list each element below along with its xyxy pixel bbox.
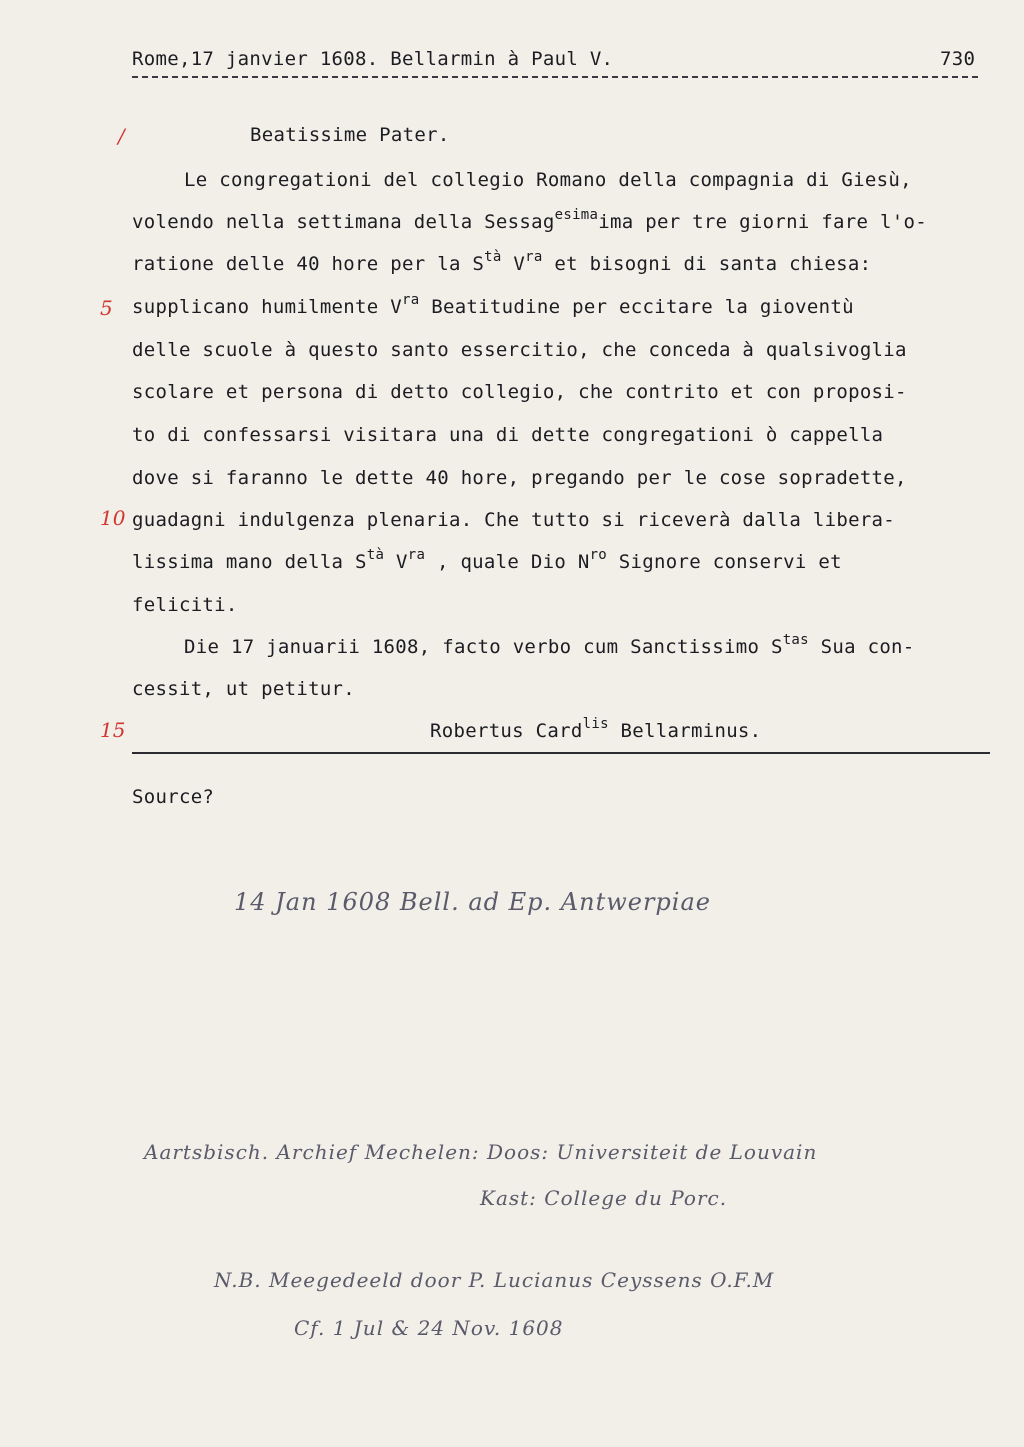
- rescript-line-2: cessit, ut petitur.: [132, 678, 356, 700]
- text-run: Signore conservi et: [618, 551, 842, 573]
- text-run: volendo nella settimana della Sessag: [132, 211, 555, 233]
- text-run: Sua con-: [820, 636, 915, 658]
- page-number: 730: [940, 48, 976, 70]
- rescript-line-1: [184, 632, 915, 658]
- letter-line-10: [132, 547, 842, 573]
- header-title: Rome,17 janvier 1608. Bellarmin à Paul V.: [132, 48, 614, 70]
- text-run: V: [513, 253, 526, 275]
- footer-divider: [132, 752, 990, 754]
- superscript: ra: [525, 249, 543, 265]
- signature: [430, 716, 762, 742]
- letter-line-11: feliciti.: [132, 594, 238, 616]
- text-run: lissima mano della S: [132, 551, 367, 573]
- superscript: tas: [782, 632, 809, 648]
- margin-number-1: /: [118, 124, 125, 148]
- text-run: et bisogni di santa chiesa:: [554, 253, 872, 275]
- letter-line-5: delle scuole à questo santo essercitio, che conceda à qualsivoglia: [132, 339, 907, 361]
- letter-line-1: Le congregationi del collegio Romano della compagnia di Giesù,: [184, 169, 912, 191]
- superscript: ro: [589, 547, 608, 563]
- text-run: Beatitudine per eccitare la gioventù: [431, 296, 854, 318]
- text-run: ratione delle 40 hore per la S: [132, 253, 485, 275]
- header-divider: [132, 76, 978, 78]
- margin-number-5: 5: [100, 296, 113, 320]
- letter-line-8: dove si faranno le dette 40 hore, pregando per le cose sopradette,: [132, 467, 907, 489]
- text-run: ima per tre giorni fare l'o-: [598, 211, 927, 233]
- handwritten-note-1: 14 Jan 1608 Bell. ad Ep. Antwerpiae: [234, 888, 711, 916]
- letter-line-9: guadagni indulgenza plenaria. Che tutto si riceverà dalla libera-: [132, 509, 896, 531]
- letter-line-3: [132, 249, 872, 275]
- margin-number-10: 10: [100, 506, 126, 530]
- letter-line-7: to di confessarsi visitara una di dette congregationi ò cappella: [132, 424, 884, 446]
- text-run: Robertus Card: [430, 720, 583, 742]
- text-run: Die 17 januarii 1608, facto verbo cum Sanctissimo S: [184, 636, 783, 658]
- salutation: Beatissime Pater.: [250, 124, 450, 146]
- letter-line-2: [132, 207, 927, 233]
- source-label: Source?: [132, 786, 215, 808]
- text-run: supplicano humilmente V: [132, 296, 402, 318]
- text-run: , quale Dio N: [436, 551, 590, 573]
- text-run: Bellarminus.: [620, 720, 762, 742]
- superscript: tà: [366, 547, 385, 563]
- letter-line-4: [132, 292, 854, 318]
- superscript: lis: [582, 716, 609, 732]
- handwritten-note-2: Aartsbisch. Archief Mechelen: Doos: Universiteit de Louvain: [144, 1140, 818, 1164]
- letter-line-6: scolare et persona di detto collegio, che contrito et con proposi-: [132, 381, 907, 403]
- superscript: ra: [402, 292, 420, 308]
- text-run: V: [396, 551, 408, 573]
- superscript: esima: [554, 207, 599, 223]
- handwritten-note-5: Cf. 1 Jul & 24 Nov. 1608: [294, 1316, 564, 1340]
- handwritten-note-4: N.B. Meegedeeld door P. Lucianus Ceyssens O.F.M: [214, 1268, 775, 1292]
- margin-number-15: 15: [100, 718, 126, 742]
- superscript: tà: [484, 249, 502, 265]
- handwritten-note-3: Kast: College du Porc.: [480, 1186, 728, 1210]
- superscript: ra: [407, 547, 426, 563]
